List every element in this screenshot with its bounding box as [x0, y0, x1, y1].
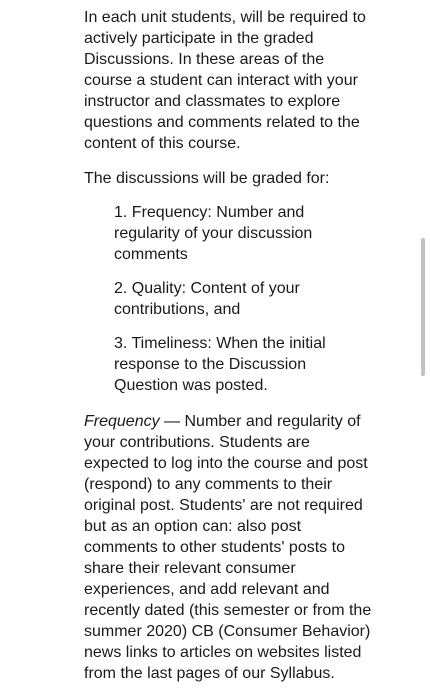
- criterion-frequency: 1. Frequency: Number and regularity of your discussion comments: [114, 204, 313, 263]
- criterion-timeliness: 3. Timeliness: When the initial response to the Discussion Question was posted.: [114, 335, 326, 394]
- grading-criteria-list: [114, 202, 354, 396]
- intro-paragraph: In each unit students, will be required to actively participate in the graded Discussions. In these areas of the course a student can interact with your instructor and classmates to explore questions and comments related to the content of this course.: [84, 9, 366, 152]
- grading-lead: The discussions will be graded for:: [84, 170, 330, 187]
- frequency-term: Frequency: [84, 413, 160, 430]
- frequency-description: — Number and regularity of your contributions. Students are expected to log into the course and post (respond) to any comments to their original post. Students' are not required but as an option can: also post comments to other students' posts to share their relevant consumer experiences, and add relevant and recently dated (this semester or from the summer 2020) CB (Consumer Behavior) news links to articles on websites listed from the last pages of our Syllabus.: [84, 413, 372, 682]
- frequency-paragraph: [84, 411, 376, 684]
- scrollbar-thumb[interactable]: [421, 238, 425, 376]
- vertical-scrollbar[interactable]: [416, 0, 430, 700]
- criterion-quality: 2. Quality: Content of your contributions, and: [114, 280, 300, 318]
- content-area: [84, 7, 376, 684]
